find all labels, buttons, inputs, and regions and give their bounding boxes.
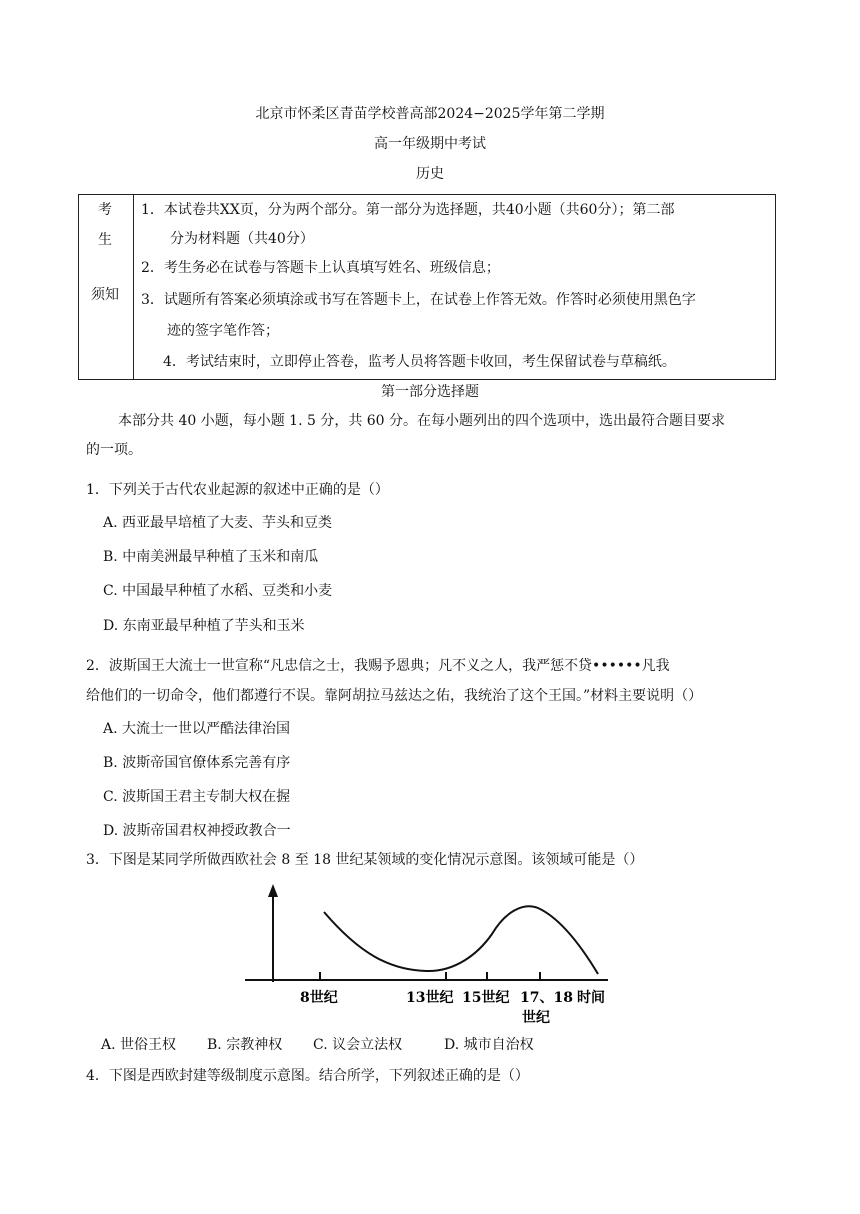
part1-title: 第一部分选择题	[381, 384, 479, 400]
notice-label-1: 考	[98, 202, 112, 218]
q3-option-a: A. 世俗王权	[101, 1037, 177, 1053]
q1-option-a: A. 西亚最早培植了大麦、芋头和豆类	[103, 515, 333, 531]
figure-label-17-line-1: 17、18	[520, 990, 573, 1006]
notice-item-1-line-1: 1．本试卷共XX页，分为两个部分。第一部分为选择题，共40小题（共60分）；第二部	[141, 202, 675, 218]
exam-school-term: 北京市怀柔区青苗学校普高部2024−2025学年第二学期	[255, 106, 605, 122]
notice-item-3-line-1: 3．试题所有答案必须填涂或书写在答题卡上，在试卷上作答无效。作答时必须使用黑色字	[141, 292, 696, 308]
notice-item-3-line-2: 迹的签字笔作答；	[167, 323, 279, 339]
q2-option-d: D. 波斯帝国君权神授政教合一	[103, 823, 291, 839]
q3-option-c: C. 议会立法权	[313, 1037, 403, 1053]
part1-intro-line-2: 的一项。	[86, 442, 142, 458]
figure-label-13: 13世纪	[406, 990, 454, 1006]
figure-label-17-line-2: 世纪	[522, 1010, 550, 1026]
figure-label-time: 时间	[577, 990, 605, 1006]
q1-option-b: B. 中南美洲最早种植了玉米和南瓜	[103, 549, 319, 565]
q2-stem-line-1: 2．波斯国王大流士一世宣称“凡忠信之士，我赐予恩典；凡不义之人，我严惩不贷••••••凡我	[86, 658, 670, 674]
notice-item-1-line-2: 分为材料题（共40分）	[170, 231, 314, 247]
exam-name: 高一年级期中考试	[374, 136, 486, 152]
q2-option-a: A. 大流士一世以严酷法律治国	[103, 721, 291, 737]
figure-trend-curve	[324, 906, 598, 974]
q1-option-d: D. 东南亚最早种植了芋头和玉米	[103, 618, 305, 634]
part1-intro-line-1: 本部分共 40 小题，每小题 1. 5 分，共 60 分。在每小题列出的四个选项中，选出最符合题目要求	[118, 413, 726, 429]
q2-option-c: C. 波斯国王君主专制大权在握	[103, 789, 291, 805]
exam-subject: 历史	[416, 166, 444, 182]
notice-item-4: 4．考试结束时，立即停止答卷，监考人员将答题卡收回，考生保留试卷与草稿纸。	[163, 354, 676, 370]
q3-option-b: B. 宗教神权	[207, 1037, 283, 1053]
notice-label-2: 生	[98, 232, 112, 248]
q3-option-d: D. 城市自治权	[444, 1037, 534, 1053]
notice-divider	[133, 195, 134, 379]
q4-stem: 4．下图是西欧封建等级制度示意图。结合所学，下列叙述正确的是（）	[86, 1068, 529, 1084]
q2-stem-line-2: 给他们的一切命令，他们都遵行不误。靠阿胡拉马兹达之佑，我统治了这个王国。”材料主要说明（）	[86, 688, 703, 704]
q2-option-b: B. 波斯帝国官僚体系完善有序	[103, 755, 291, 771]
exam-notice-box	[78, 194, 776, 380]
notice-item-2: 2．考生务必在试卷与答题卡上认真填写姓名、班级信息；	[141, 260, 500, 276]
q1-stem: 1．下列关于古代农业起源的叙述中正确的是（）	[86, 482, 389, 498]
figure-label-15: 15世纪	[462, 990, 510, 1006]
q1-option-c: C. 中国最早种植了水稻、豆类和小麦	[103, 583, 333, 599]
q3-trend-figure	[240, 882, 620, 1028]
figure-label-8: 8世纪	[300, 990, 338, 1006]
figure-y-axis-arrow	[268, 884, 278, 897]
notice-label-3: 须知	[91, 287, 119, 303]
q3-stem: 3．下图是某同学所做西欧社会 8 至 18 世纪某领域的变化情况示意图。该领域可能是（）	[86, 852, 644, 868]
